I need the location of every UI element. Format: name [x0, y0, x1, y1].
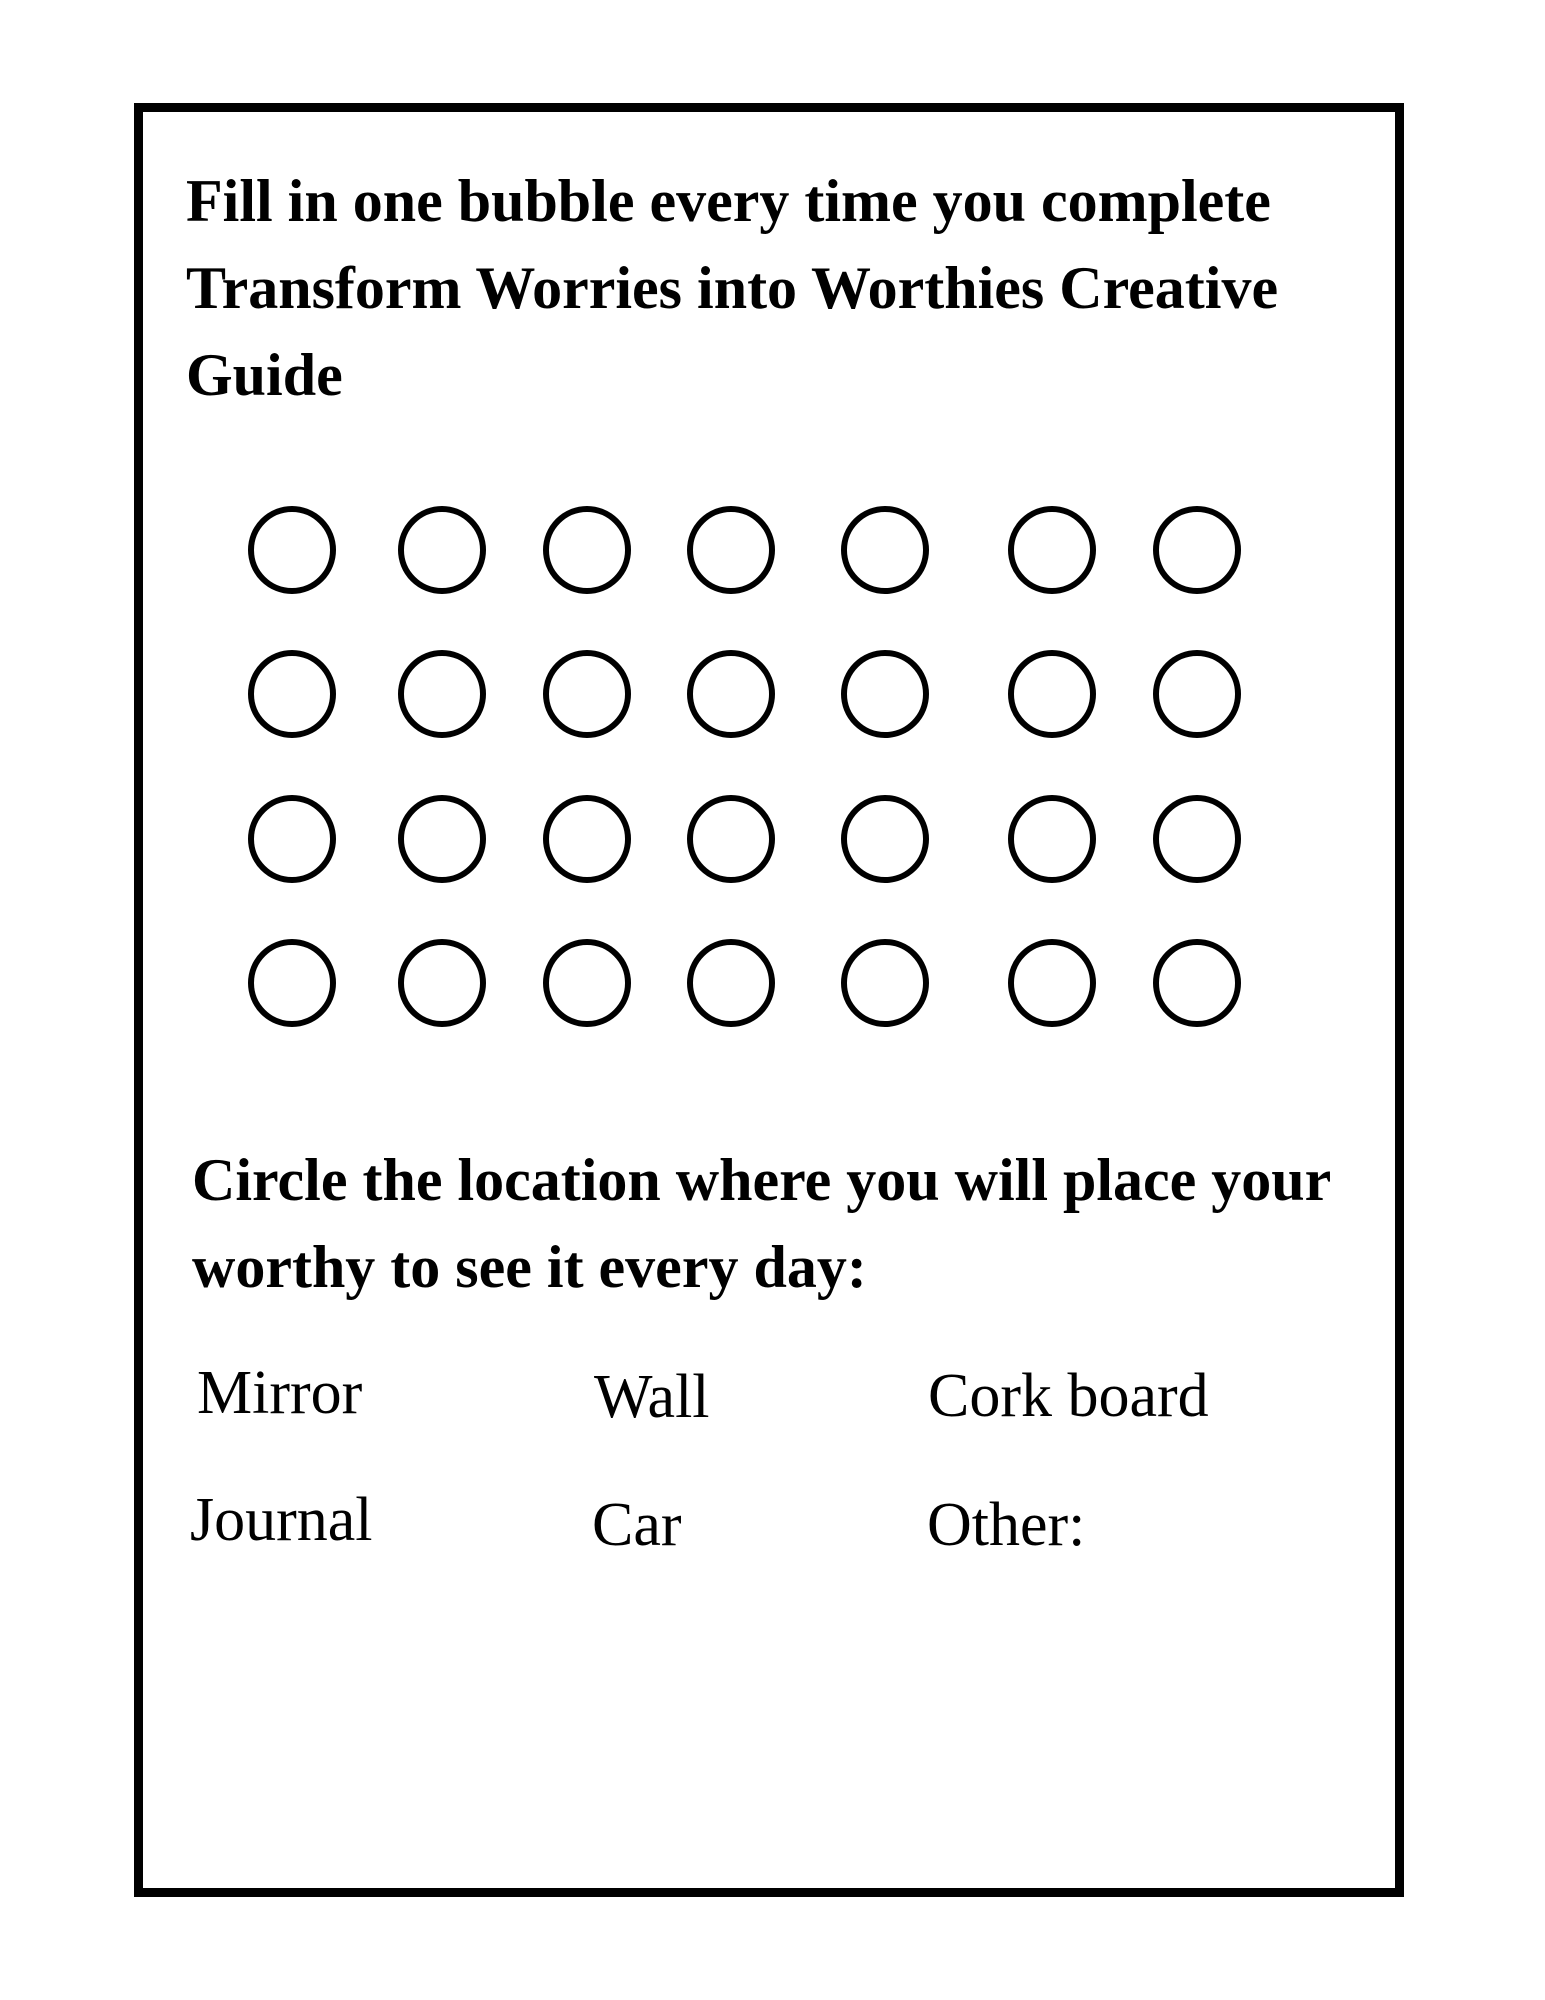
bubble-r4-c6[interactable]	[1011, 942, 1093, 1024]
bubble-r2-c3[interactable]	[546, 653, 628, 735]
bubble-r2-c6[interactable]	[1011, 653, 1093, 735]
location-option-mirror[interactable]: Mirror	[197, 1359, 363, 1427]
bubble-r1-c4[interactable]	[690, 509, 772, 591]
bubble-r3-c1[interactable]	[251, 798, 333, 880]
bubble-r1-c5[interactable]	[844, 509, 926, 591]
bubble-r3-c4[interactable]	[690, 798, 772, 880]
bubble-r2-c1[interactable]	[251, 653, 333, 735]
bubble-r4-c1[interactable]	[251, 942, 333, 1024]
location-instructions-heading: Circle the location where you will place your worthy to see it every day:	[192, 1147, 1332, 1300]
bubble-r4-c3[interactable]	[546, 942, 628, 1024]
bubble-r3-c6[interactable]	[1011, 798, 1093, 880]
bubble-r2-c2[interactable]	[401, 653, 483, 735]
bubble-r3-c7[interactable]	[1156, 798, 1238, 880]
bubble-r2-c4[interactable]	[690, 653, 772, 735]
location-option-cork-board[interactable]: Cork board	[928, 1362, 1209, 1430]
bubble-r1-c7[interactable]	[1156, 509, 1238, 591]
bubble-r1-c6[interactable]	[1011, 509, 1093, 591]
location-option-journal[interactable]: Journal	[190, 1486, 373, 1554]
bubble-r4-c2[interactable]	[401, 942, 483, 1024]
bubble-r1-c1[interactable]	[251, 509, 333, 591]
bubble-r1-c2[interactable]	[401, 509, 483, 591]
location-option-car[interactable]: Car	[592, 1491, 682, 1559]
bubble-instructions-heading: Fill in one bubble every time you complete Transform Worries into Worthies Creative Guide	[186, 168, 1279, 408]
location-option-wall[interactable]: Wall	[594, 1363, 710, 1431]
bubble-r1-c3[interactable]	[546, 509, 628, 591]
bubble-r3-c2[interactable]	[401, 798, 483, 880]
bubble-r2-c5[interactable]	[844, 653, 926, 735]
location-option-other[interactable]: Other:	[927, 1491, 1086, 1559]
bubble-r3-c5[interactable]	[844, 798, 926, 880]
bubble-r2-c7[interactable]	[1156, 653, 1238, 735]
bubble-r4-c4[interactable]	[690, 942, 772, 1024]
bubble-r3-c3[interactable]	[546, 798, 628, 880]
bubble-r4-c5[interactable]	[844, 942, 926, 1024]
bubble-r4-c7[interactable]	[1156, 942, 1238, 1024]
